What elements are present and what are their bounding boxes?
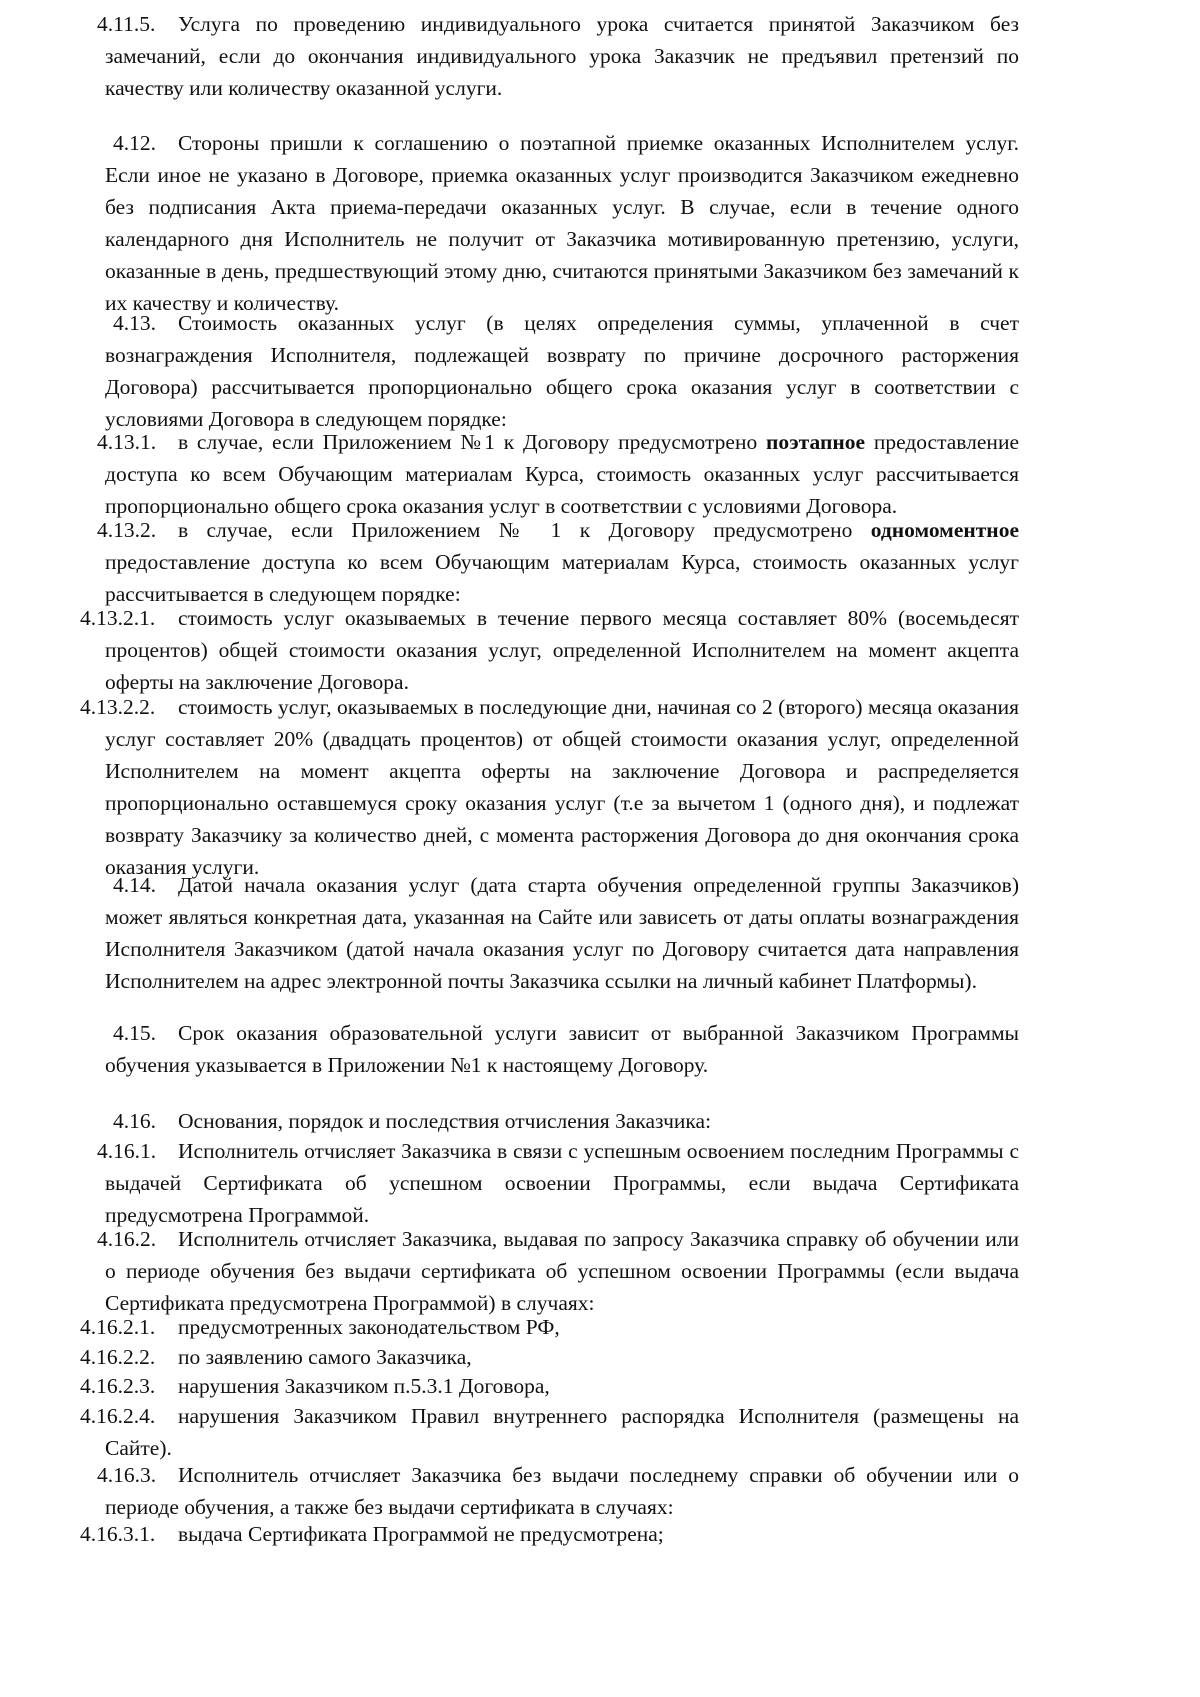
clause-number: 4.11.5. — [97, 12, 156, 36]
clause-text: Основания, порядок и последствия отчисления Заказчика: — [178, 1109, 712, 1133]
clause-number: 4.16.1. — [97, 1139, 157, 1163]
clause-text: нарушения Заказчиком Правил внутреннего распорядка Исполнителя (размещены на Сайте). — [105, 1404, 1019, 1460]
clause-text: в случае, если Приложением № 1 к Договору предусмотрено одномоментное предоставление доступа ко всем Обучающим материалам Курса, стоимость оказанных услуг рассчитывается в следующем порядке: — [105, 518, 1019, 606]
clause-text: выдача Сертификата Программой не предусмотрена; — [178, 1522, 664, 1546]
clause-number: 4.13.2.1. — [80, 606, 156, 630]
clause-text: предусмотренных законодательством РФ, — [178, 1315, 560, 1339]
clause-text: Услуга по проведению индивидуального урока считается принятой Заказчиком без замечаний, если до окончания индивидуального урока Заказчик не предъявил претензий по качеству или количеству оказанной услуги. — [105, 12, 1019, 100]
clause-text: Срок оказания образовательной услуги зависит от выбранной Заказчиком Программы обучения указывается в Приложении №1 к настоящему Договору. — [105, 1021, 1019, 1077]
clause-text: Исполнитель отчисляет Заказчика без выдачи последнему справки об обучении или о периоде обучения, а также без выдачи сертификата в случаях: — [105, 1463, 1019, 1519]
clause-number: 4.16.3. — [97, 1463, 157, 1487]
clause-number: 4.16.2.2. — [80, 1345, 156, 1369]
clause-text: Стоимость оказанных услуг (в целях определения суммы, уплаченной в счет вознаграждения Исполнителя, подлежащей возврату по причине досрочного расторжения Договора) рассчитывается пропорционально общего срока оказания услуг в соответствии с условиями Договора в следующем порядке: — [105, 311, 1019, 431]
clause-number: 4.14. — [113, 873, 156, 897]
clause-text: по заявлению самого Заказчика, — [178, 1345, 472, 1369]
clause-number: 4.16.2. — [97, 1227, 157, 1251]
clause-number: 4.16.2.4. — [80, 1404, 156, 1428]
clause-text: Датой начала оказания услуг (дата старта обучения определенной группы Заказчиков) может являться конкретная дата, указанная на Сайте или зависеть от даты оплаты вознаграждения Исполнителя Заказчиком (датой начала оказания услуг по Договору считается дата направления Исполнителем на адрес электронной почты Заказчика ссылки на личный кабинет Платформы). — [105, 873, 1019, 993]
clause-text: в случае, если Приложением №1 к Договору предусмотрено поэтапное предоставление доступа ко всем Обучающим материалам Курса, стоимость оказанных услуг рассчитывается пропорционально общего срока оказания услуг в соответствии с условиями Договора. — [105, 430, 1019, 518]
clause-number: 4.16.2.3. — [80, 1374, 156, 1398]
clause-number: 4.13.2.2. — [80, 695, 156, 719]
clause-text: стоимость услуг, оказываемых в последующие дни, начиная со 2 (второго) месяца оказания услуг составляет 20% (двадцать процентов) от общей стоимости оказания услуг, определенной Исполнителем на момент акцепта оферты на заключение Договора и распределяется пропорционально оставшемуся сроку оказания услуг (т.е за вычетом 1 (одного дня), и подлежат возврату Заказчику за количество дней, с момента расторжения Договора до дня окончания срока оказания услуги. — [105, 695, 1019, 879]
bold-term: поэтапное — [765, 430, 866, 454]
clause-number: 4.16.3.1. — [80, 1522, 156, 1546]
clause-number: 4.12. — [113, 131, 156, 155]
clause-number: 4.16. — [113, 1109, 156, 1133]
clause-text: Стороны пришли к соглашению о поэтапной приемке оказанных Исполнителем услуг. Если иное не указано в Договоре, приемка оказанных услуг производится Заказчиком ежедневно без подписания Акта приема-передачи оказанных услуг. В случае, если в течение одного календарного дня Исполнитель не получит от Заказчика мотивированную претензию, услуги, оказанные в день, предшествующий этому дню, считаются принятыми Заказчиком без замечаний к их качеству и количеству. — [105, 131, 1019, 315]
clause-text: нарушения Заказчиком п.5.3.1 Договора, — [178, 1374, 550, 1398]
clause-number: 4.13.2. — [97, 518, 157, 542]
clause-number: 4.15. — [113, 1021, 156, 1045]
clause-text: Исполнитель отчисляет Заказчика в связи с успешным освоением последним Программы с выдачей Сертификата об успешном освоении Программы, если выдача Сертификата предусмотрена Программой. — [105, 1139, 1019, 1227]
clause-number: 4.13.1. — [97, 430, 157, 454]
clause-text: стоимость услуг оказываемых в течение первого месяца составляет 80% (восемьдесят процентов) общей стоимости оказания услуг, определенной Исполнителем на момент акцепта оферты на заключение Договора. — [105, 606, 1019, 694]
clause-text: Исполнитель отчисляет Заказчика, выдавая по запросу Заказчика справку об обучении или о периоде обучения без выдачи сертификата об успешном освоении Программы (если выдача Сертификата предусмотрена Программой) в случаях: — [105, 1227, 1019, 1315]
clause-number: 4.13. — [113, 311, 156, 335]
clause-number: 4.16.2.1. — [80, 1315, 156, 1339]
bold-term: одномоментное — [870, 518, 1019, 542]
